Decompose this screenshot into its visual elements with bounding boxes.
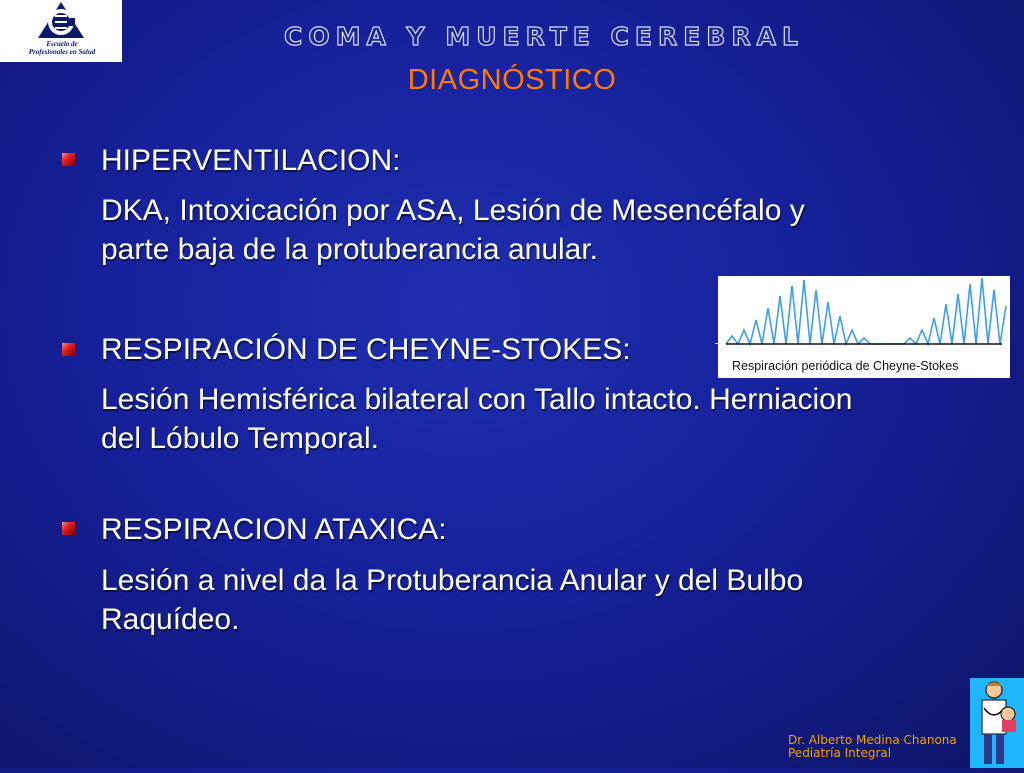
logo-line-1: Escuela de (46, 40, 78, 48)
figure-caption: Respiración periódica de Cheyne-Stokes (732, 359, 959, 373)
section-heading-hiperventilacion: HIPERVENTILACION: (101, 144, 401, 177)
section-heading-cheyne-stokes: RESPIRACIÓN DE CHEYNE-STOKES: (101, 333, 631, 366)
section-text-line: Raquídeo. (101, 603, 240, 636)
doctor-clipart-icon (970, 678, 1024, 768)
author-signature (788, 734, 957, 760)
section-text-line: Lesión Hemisférica bilateral con Tallo intacto. Herniacion (101, 383, 853, 416)
section-text-line: Lesión a nivel da la Protuberancia Anular y del Bulbo (101, 564, 804, 597)
section-text-line: del Lóbulo Temporal. (101, 422, 379, 455)
bullet-icon (62, 522, 75, 535)
school-logo (0, 0, 122, 62)
author-specialty: Pediatría Integral (788, 746, 892, 760)
breathing-waveform (718, 276, 1010, 356)
slide-title: COMA Y MUERTE CEREBRAL (284, 22, 804, 51)
bullet-icon (62, 153, 75, 166)
slide-subtitle: DIAGNÓSTICO (407, 64, 617, 96)
author-name: Dr. Alberto Medina Chanona (788, 733, 957, 747)
logo-line-2: Profesionales en Salud (28, 48, 96, 56)
bullet-icon (62, 343, 75, 356)
figure-leader-line (715, 343, 721, 344)
section-text-line: parte baja de la protuberancia anular. (101, 233, 599, 266)
section-text-line: DKA, Intoxicación por ASA, Lesión de Mesencéfalo y (101, 194, 805, 227)
section-heading-ataxica: RESPIRACION ATAXICA: (101, 513, 447, 546)
cheyne-stokes-figure (718, 276, 1010, 378)
logo-text (8, 40, 116, 56)
